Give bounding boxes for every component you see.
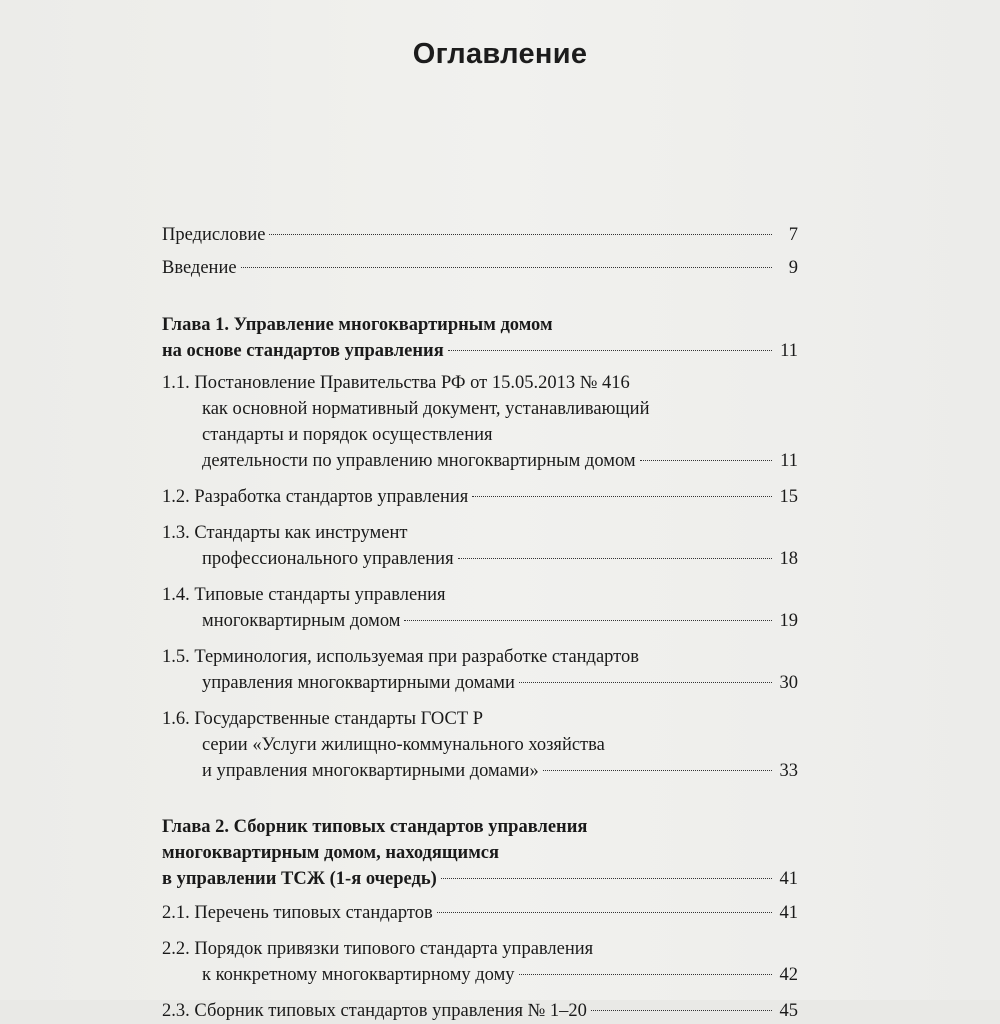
- toc-entry-line: стандарты и порядок осуществления: [202, 425, 493, 445]
- toc-entry-label: Предисловие: [162, 225, 266, 245]
- leader-dots: [472, 496, 772, 497]
- toc-entry-chapter-1[interactable]: [162, 312, 798, 364]
- toc-entry-preface[interactable]: [162, 222, 798, 248]
- toc-page-number: 11: [780, 451, 798, 471]
- toc-entry-line: 1.5. Терминология, используемая при разработке стандартов: [162, 647, 640, 667]
- leader-dots: [437, 912, 772, 913]
- toc-entry-2-3[interactable]: [162, 998, 798, 1024]
- toc-entry-label: деятельности по управлению многоквартирным домом: [202, 451, 636, 471]
- toc-entry-label: управления многоквартирными домами: [202, 673, 515, 693]
- leader-dots: [458, 558, 772, 559]
- toc-entry-line: 2.2. Порядок привязки типового стандарта управления: [162, 939, 594, 959]
- toc-page-number: 30: [779, 673, 798, 693]
- leader-dots: [448, 350, 772, 351]
- leader-dots: [640, 460, 772, 461]
- toc-page-number: 18: [779, 549, 798, 569]
- leader-dots: [404, 620, 772, 621]
- toc-entry-line: многоквартирным домом, находящимся: [162, 843, 500, 863]
- toc-entry-line: как основной нормативный документ, устанавливающий: [202, 399, 650, 419]
- leader-dots: [543, 770, 772, 771]
- leader-dots: [441, 878, 772, 879]
- toc-page-number: 11: [780, 341, 798, 361]
- toc-entry-1-5[interactable]: [162, 644, 798, 696]
- toc-entry-label: на основе стандартов управления: [162, 341, 444, 361]
- toc-page-number: 33: [779, 761, 798, 781]
- toc-page-number: 42: [779, 965, 798, 985]
- toc-entry-2-1[interactable]: [162, 900, 798, 926]
- toc-entry-line: Глава 1. Управление многоквартирным домом: [162, 315, 553, 335]
- toc-entry-label: Введение: [162, 258, 237, 278]
- toc-entry-1-4[interactable]: [162, 582, 798, 634]
- toc-entry-line: 1.6. Государственные стандарты ГОСТ Р: [162, 709, 484, 729]
- toc-page-number: 19: [779, 611, 798, 631]
- leader-dots: [241, 267, 772, 268]
- toc-entry-line: 1.1. Постановление Правительства РФ от 15.05.2013 № 416: [162, 373, 630, 393]
- toc-entry-label: и управления многоквартирными домами»: [202, 761, 539, 781]
- leader-dots: [519, 974, 772, 975]
- toc-entry-1-2[interactable]: [162, 484, 798, 510]
- toc-entry-label: 2.3. Сборник типовых стандартов управления № 1–20: [162, 1001, 587, 1021]
- toc-entry-1-3[interactable]: [162, 520, 798, 572]
- toc-entry-1-1[interactable]: [162, 370, 798, 474]
- toc-entry-line: серии «Услуги жилищно-коммунального хозяйства: [202, 735, 605, 755]
- table-of-contents: [162, 222, 798, 1024]
- toc-entry-line: Глава 2. Сборник типовых стандартов управления: [162, 817, 588, 837]
- page-title: Оглавление: [412, 38, 588, 70]
- toc-entry-chapter-2[interactable]: [162, 814, 798, 892]
- toc-entry-1-6[interactable]: [162, 706, 798, 784]
- leader-dots: [591, 1010, 772, 1011]
- leader-dots: [269, 234, 772, 235]
- toc-entry-2-2[interactable]: [162, 936, 798, 988]
- toc-entry-label: 2.1. Перечень типовых стандартов: [162, 903, 433, 923]
- toc-entry-label: в управлении ТСЖ (1-я очередь): [162, 869, 437, 889]
- toc-page-number: 41: [779, 903, 798, 923]
- toc-entry-line: 1.4. Типовые стандарты управления: [162, 585, 446, 605]
- toc-entry-label: многоквартирным домом: [202, 611, 401, 631]
- toc-entry-introduction[interactable]: [162, 255, 798, 281]
- toc-page-number: 15: [779, 487, 798, 507]
- toc-entry-label: 1.2. Разработка стандартов управления: [162, 487, 469, 507]
- toc-entry-label: профессионального управления: [202, 549, 454, 569]
- toc-page-number: 45: [779, 1001, 798, 1021]
- toc-page-number: 9: [788, 258, 798, 278]
- toc-page-number: 7: [788, 225, 798, 245]
- toc-page-number: 41: [779, 869, 798, 889]
- leader-dots: [519, 682, 772, 683]
- toc-entry-line: 1.3. Стандарты как инструмент: [162, 523, 408, 543]
- toc-entry-label: к конкретному многоквартирному дому: [202, 965, 515, 985]
